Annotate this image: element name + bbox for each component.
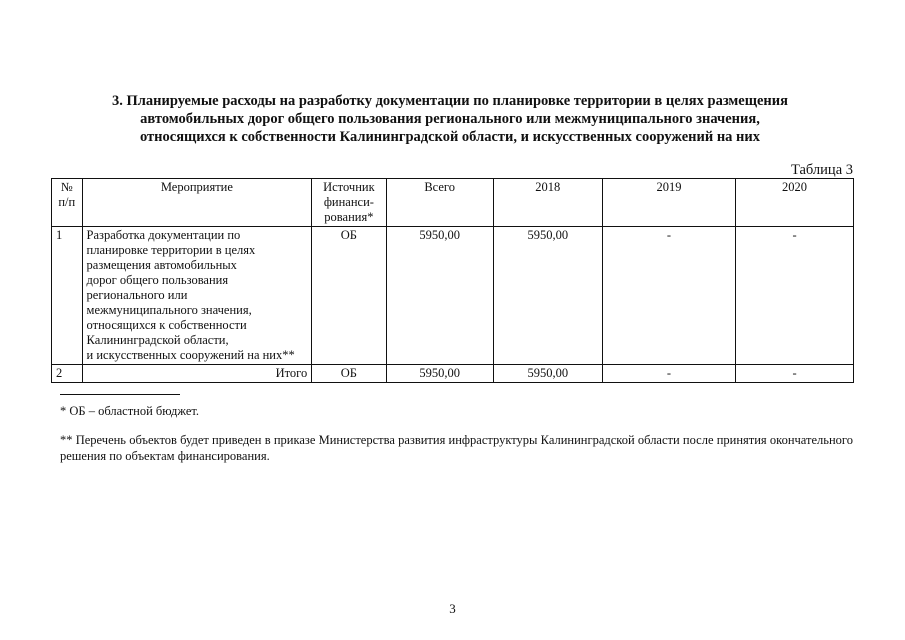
- cell-total: 5950,00: [386, 227, 493, 365]
- heading-line-1: 3. Планируемые расходы на разработку документации по планировке территории в целях размещения: [112, 93, 788, 109]
- footnote-objects-list: ** Перечень объектов будет приведен в приказе Министерства развития инфраструктуры Калининградской области после принятия окончательного решения по объектам финансирования.: [60, 433, 853, 463]
- header-2020: 2020: [736, 179, 854, 227]
- cell-num: 2: [52, 365, 83, 383]
- header-2018: 2018: [493, 179, 602, 227]
- cell-num: 1: [52, 227, 83, 365]
- cell-2018: 5950,00: [493, 227, 602, 365]
- section-heading: [60, 92, 840, 146]
- footnote-budget: * ОБ – областной бюджет.: [60, 404, 200, 418]
- header-total: Всего: [386, 179, 493, 227]
- cell-event: Разработка документации по планировке территории в целях размещения автомобильных дорог общего пользования регионального или межмуниципального значения, относящихся к собственности Калининградской области, и искусственных сооружений на них**: [82, 227, 312, 365]
- heading-line-3: относящихся к собственности Калининградской области, и искусственных сооружений на них: [139, 129, 761, 145]
- table-header-row: [52, 179, 854, 227]
- cell-2020: -: [736, 365, 854, 383]
- header-2019: 2019: [602, 179, 735, 227]
- header-num: № п/п: [52, 179, 83, 227]
- footnote-divider: [60, 394, 180, 395]
- cell-2018: 5950,00: [493, 365, 602, 383]
- cell-source: ОБ: [312, 227, 386, 365]
- cell-source: ОБ: [312, 365, 386, 383]
- header-source: Источник финанси- рования*: [312, 179, 386, 227]
- table-total-row: [52, 365, 854, 383]
- header-event: Мероприятие: [82, 179, 312, 227]
- cell-total: 5950,00: [386, 365, 493, 383]
- cell-total-label: Итого: [82, 365, 312, 383]
- cell-2019: -: [602, 365, 735, 383]
- expenses-table: [51, 178, 854, 383]
- cell-2020: -: [736, 227, 854, 365]
- cell-2019: -: [602, 227, 735, 365]
- table-caption: Таблица 3: [790, 162, 853, 178]
- table-row: [52, 227, 854, 365]
- page-number: 3: [449, 601, 456, 616]
- heading-line-2: автомобильных дорог общего пользования регионального или межмуниципального значения,: [140, 111, 760, 127]
